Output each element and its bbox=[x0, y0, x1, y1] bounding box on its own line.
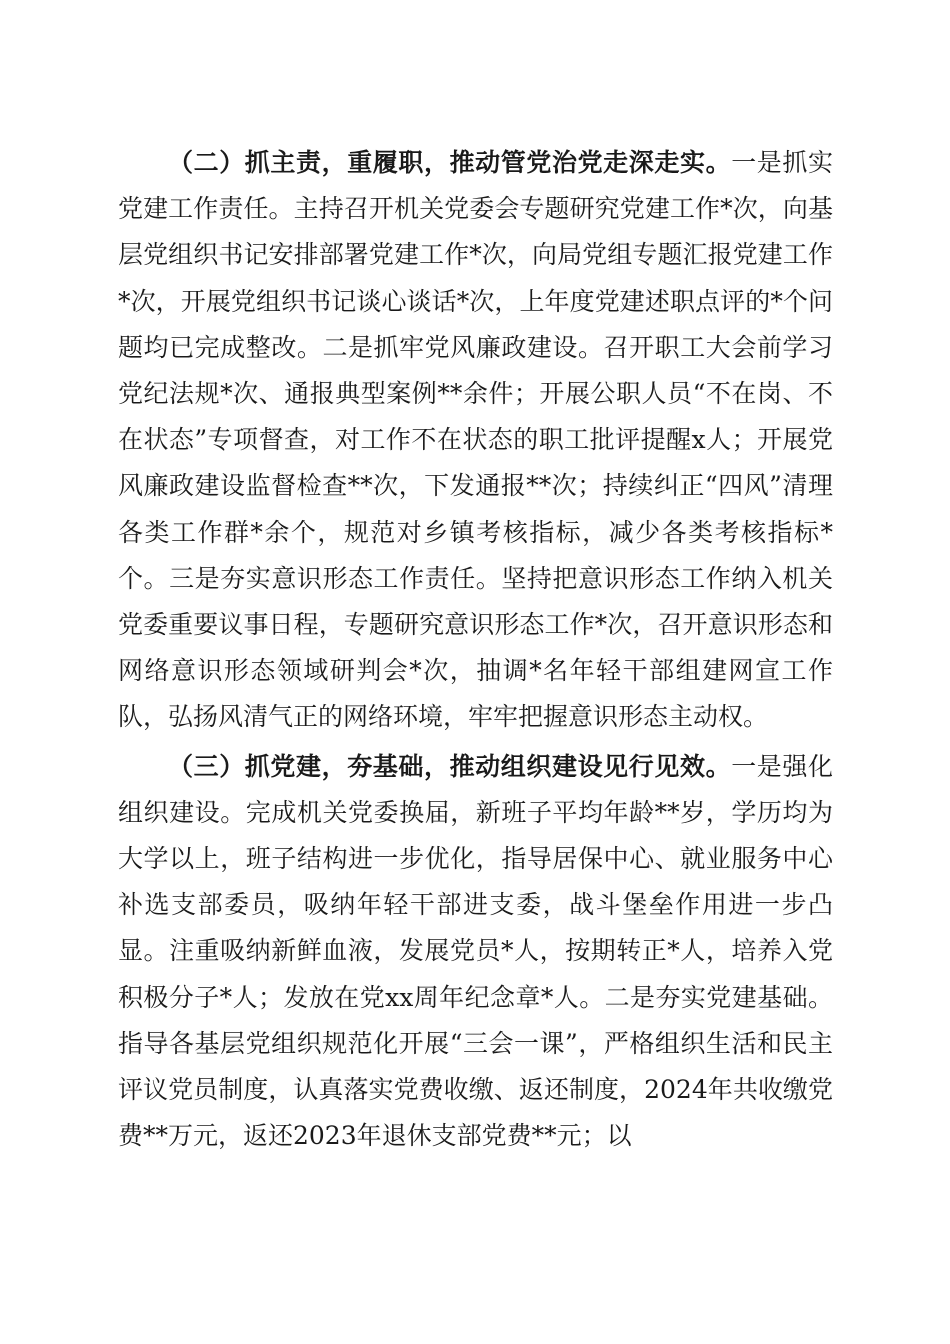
section-two-text: 一是抓实党建工作责任。主持召开机关党委会专题研究党建工作*次，向基层党组织书记安排部署党建工作*次，向局党组专题汇报党建工作*次，开展党组织书记谈心谈话*次，上年度党建述职点评的*个问题均已完成整改。二是抓牢党风廉政建设。召开职工大会前学习党纪法规*次、通报典型案例**余件；开展公职人员“不在岗、不在状态”专项督查，对工作不在状态的职工批评提醒x人；开展党风廉政建设监督检查**次，下发通报**次；持续纠正“四风”清理各类工作群*余个，规范对乡镇考核指标，减少各类考核指标*个。三是夯实意识形态工作责任。坚持把意识形态工作纳入机关党委重要议事日程，专题研究意识形态工作*次，召开意识形态和网络意识形态领域研判会*次，抽调*名年轻干部组建网宣工作队，弘扬风清气正的网络环境，牢牢把握意识形态主动权。 bbox=[118, 148, 833, 732]
document-body bbox=[118, 140, 833, 1162]
paragraph-section-two bbox=[118, 140, 833, 741]
section-two-heading: （二）抓主责，重履职，推动管党治党走深走实。 bbox=[168, 148, 732, 177]
section-three-text: 一是强化组织建设。完成机关党委换届，新班子平均年龄**岁，学历均为大学以上，班子结构进一步优化，指导居保中心、就业服务中心补选支部委员，吸纳年轻干部进支委，战斗堡垒作用进一步凸显。注重吸纳新鲜血液，发展党员*人，按期转正*人，培养入党积极分子*人；发放在党xx周年纪念章*人。二是夯实党建基础。指导各基层党组织规范化开展“三会一课”，严格组织生活和民主评议党员制度，认真落实党费收缴、返还制度，2024年共收缴党费**万元，返还2023年退休支部党费**元；以 bbox=[118, 751, 833, 1151]
section-three-heading: （三）抓党建，夯基础，推动组织建设见行见效。 bbox=[168, 751, 732, 781]
paragraph-section-three bbox=[118, 744, 833, 1160]
